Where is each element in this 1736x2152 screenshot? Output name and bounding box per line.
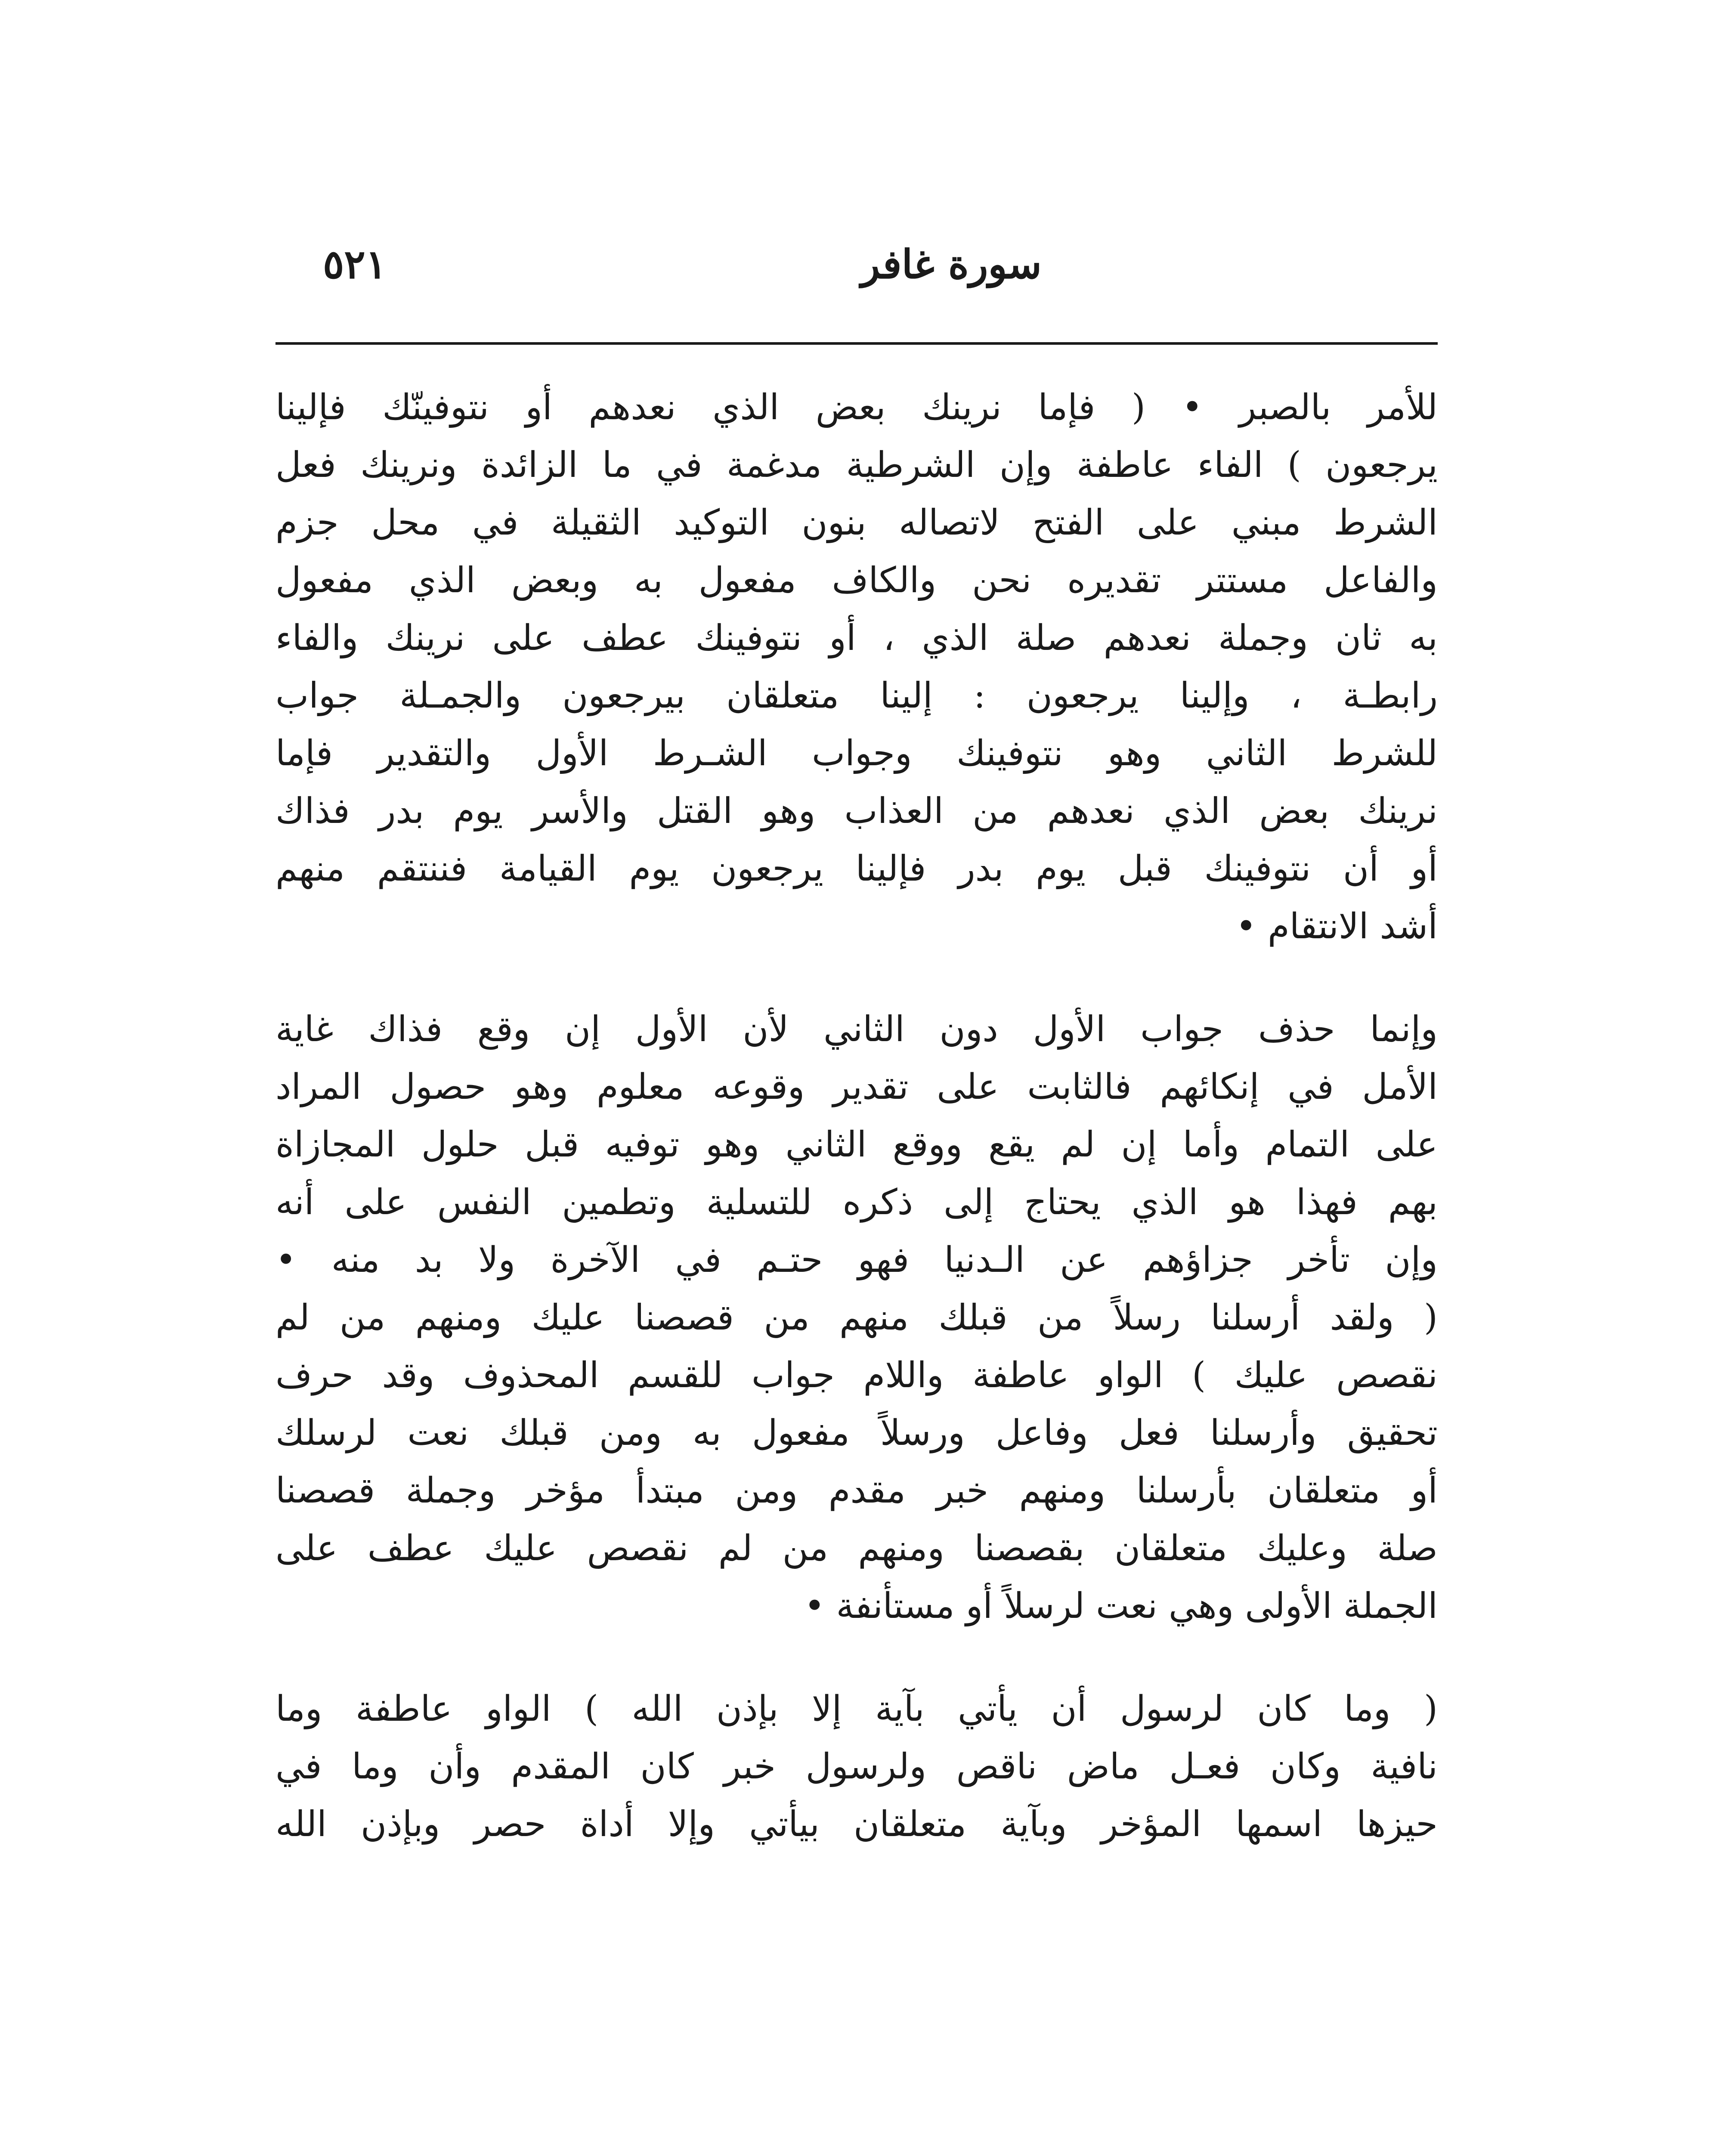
text-line: ( وما كان لرسول أن يأتي بآية إلا بإذن الله ) الواو عاطفة وما [275,1688,1438,1729]
page-number: ٥٢١ [323,241,387,288]
text-line: للشرط الثاني وهو نتوفينك وجواب الشـرط الأول والتقدير فإما [275,733,1438,774]
text-line: نقصص عليك ) الواو عاطفة واللام جواب للقسم المحذوف وقد حرف [275,1355,1438,1396]
paragraph-2 [275,1001,1438,1635]
text-line: حيزها اسمها المؤخر وبآية متعلقان بيأتي وإلا أداة حصر وبإذن الله [275,1804,1438,1845]
text-line: الشرط مبني على الفتح لاتصاله بنون التوكيد الثقيلة في محل جزم [275,502,1438,543]
text-line: به ثان وجملة نعدهم صلة الذي ، أو نتوفينك عطف على نرينك والفاء [275,618,1438,659]
text-line: تحقيق وأرسلنا فعل وفاعل ورسلاً مفعول به ومن قبلك نعت لرسلك [275,1413,1438,1453]
text-line: على التمام وأما إن لم يقع ووقع الثاني وهو توفيه قبل حلول المجازاة [275,1124,1438,1165]
header-rule [275,342,1438,345]
running-title: سورة غافر [860,241,1042,288]
text-line: نافية وكان فعـل ماض ناقص ولرسول خبر كان المقدم وأن وما في [275,1746,1438,1787]
text-line: للأمر بالصبر • ( فإما نرينك بعض الذي نعدهم أو نتوفينّك فإلينا [275,387,1438,428]
page-header [275,241,1438,306]
text-line: صلة وعليك متعلقان بقصصنا ومنهم من لم نقصص عليك عطف على [275,1528,1438,1569]
text-line: وإن تأخر جزاؤهم عن الـدنيا فهو حتـم في الآخرة ولا بد منه • [275,1240,1438,1280]
text-line: أشد الانتقام • [1235,906,1438,947]
text-line: بهم فهذا هو الذي يحتاج إلى ذكره للتسلية وتطمين النفس على أنه [275,1182,1438,1223]
text-line: الأمل في إنكائهم فالثابت على تقدير وقوعه معلوم وهو حصول المراد [275,1067,1438,1107]
paragraph-1 [275,379,1438,955]
text-line: يرجعون ) الفاء عاطفة وإن الشرطية مدغمة في ما الزائدة ونرينك فعل [275,445,1438,485]
text-line: رابطـة ، وإلينا يرجعون : إلينا متعلقان بيرجعون والجمـلة جواب [275,675,1438,716]
text-line: ( ولقد أرسلنا رسلاً من قبلك منهم من قصصنا عليك ومنهم من لم [275,1297,1438,1338]
text-line: أو أن نتوفينك قبل يوم بدر فإلينا يرجعون يوم القيامة فننتقم منهم [275,848,1438,889]
text-line: أو متعلقان بأرسلنا ومنهم خبر مقدم ومن مبتدأ مؤخر وجملة قصصنا [275,1470,1438,1511]
text-line: وإنما حذف جواب الأول دون الثاني لأن الأول إن وقع فذاك غاية [275,1009,1438,1050]
text-line: نرينك بعض الذي نعدهم من العذاب وهو القتل والأسر يوم بدر فذاك [275,791,1438,832]
text-line: والفاعل مستتر تقديره نحن والكاف مفعول به وبعض الذي مفعول [275,560,1438,601]
text-line: الجملة الأولى وهي نعت لرسلاً أو مستأنفة • [804,1586,1438,1626]
paragraph-3 [275,1680,1438,1853]
body-text [275,379,1438,1898]
